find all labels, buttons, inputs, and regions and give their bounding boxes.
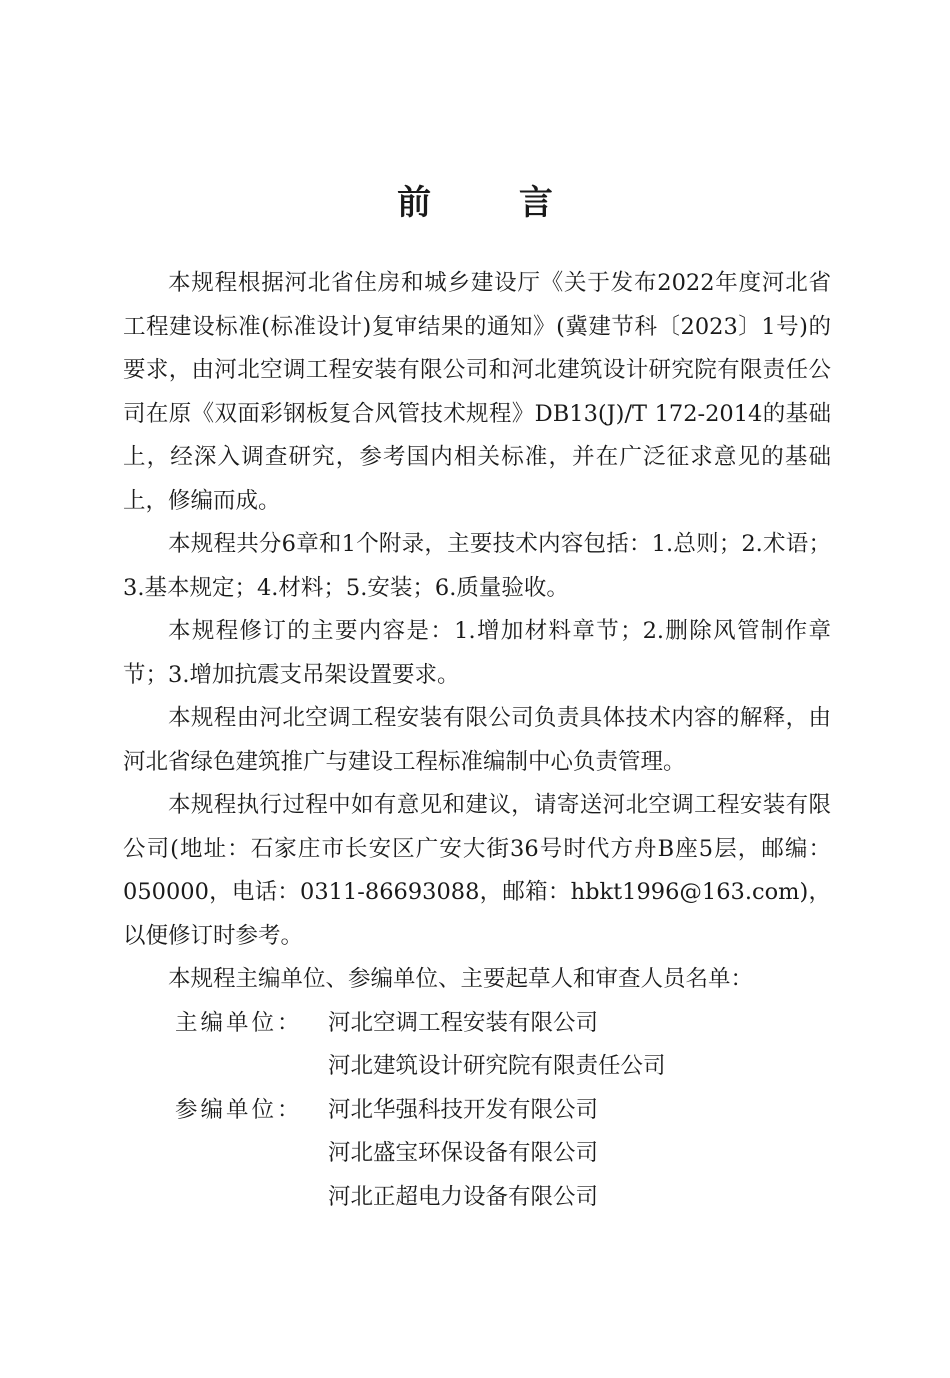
- paragraph-contents: 本规程共分6章和1个附录，主要技术内容包括：1.总则；2.术语；3.基本规定；4.材料；5.安装；6.质量验收。: [123, 531, 831, 601]
- chief-unit: 河北空调工程安装有限公司: [328, 1009, 599, 1036]
- participating-units-row: [123, 1089, 831, 1220]
- participating-unit: 河北华强科技开发有限公司: [328, 1096, 599, 1123]
- preface-body: [123, 262, 831, 1219]
- participating-units-values: [328, 1089, 831, 1220]
- participating-unit: 河北正超电力设备有限公司: [328, 1183, 599, 1210]
- paragraph-background: 本规程根据河北省住房和城乡建设厅《关于发布2022年度河北省工程建设标准(标准设计)复审结果的通知》(冀建节科〔2023〕1号)的要求，由河北空调工程安装有限公司和河北建筑设计研究院有限责任公司在原《双面彩钢板复合风管技术规程》DB13(J)/T 172-2014的基础上，经深入调查研究，参考国内相关标准，并在广泛征求意见的基础上，修编而成。: [123, 270, 831, 514]
- paragraph-revisions: 本规程修订的主要内容是：1.增加材料章节；2.删除风管制作章节；3.增加抗震支吊架设置要求。: [123, 618, 831, 688]
- chief-units-label: 主编单位 ：: [123, 1002, 328, 1089]
- participating-unit: 河北盛宝环保设备有限公司: [328, 1140, 599, 1166]
- unit-list: [123, 1002, 831, 1220]
- page-title: 前 言: [397, 183, 591, 223]
- paragraph-feedback: 本规程执行过程中如有意见和建议，请寄送河北空调工程安装有限公司(地址：石家庄市长安区广安大街36号时代方舟B座5层，邮编：050000，电话：0311-86693088，邮箱：hbkt1996@163.com)，以便修订时参考。: [123, 792, 831, 949]
- paragraph-personnel-intro: 本规程主编单位、参编单位、主要起草人和审查人员名单：: [168, 966, 754, 992]
- paragraph-interpretation: 本规程由河北空调工程安装有限公司负责具体技术内容的解释，由河北省绿色建筑推广与建设工程标准编制中心负责管理。: [123, 705, 831, 775]
- chief-units-row: [123, 1002, 831, 1089]
- chief-units-values: [328, 1002, 831, 1089]
- chief-unit: 河北建筑设计研究院有限责任公司: [328, 1053, 666, 1079]
- participating-units-label: 参编单位 ：: [123, 1089, 328, 1220]
